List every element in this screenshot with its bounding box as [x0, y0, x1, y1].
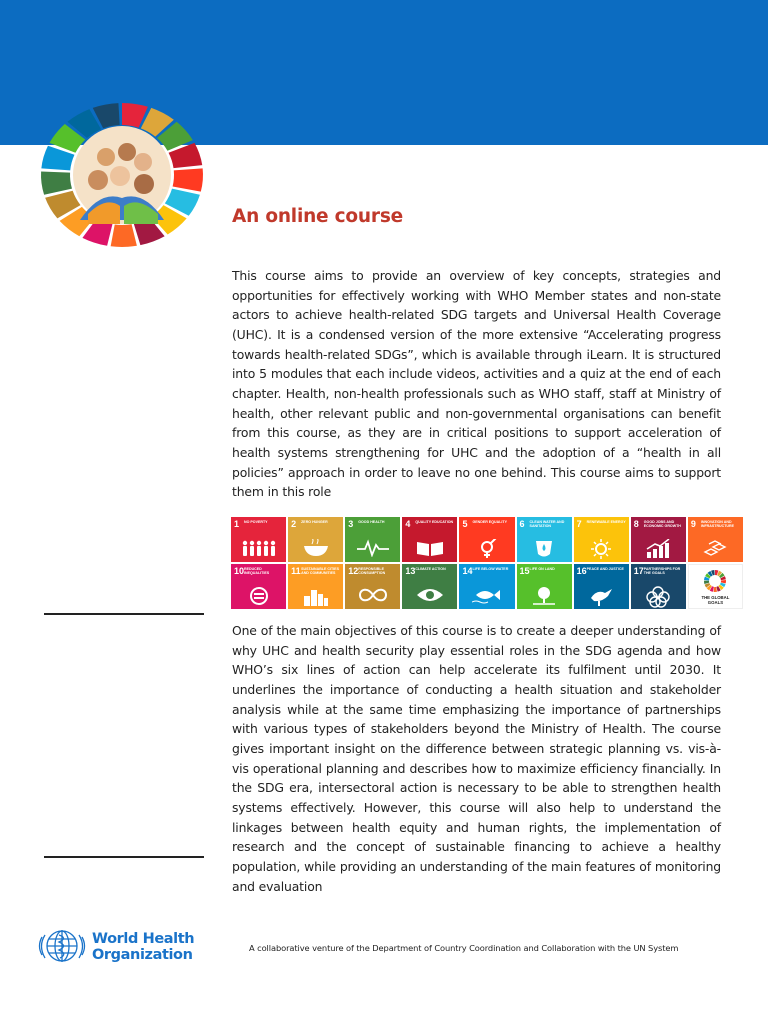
- sdg-label: THE GLOBAL GOALS: [701, 595, 730, 605]
- sdg-label: RESPONSIBLE CONSUMPTION: [358, 567, 386, 575]
- sdg-tile-17: [631, 564, 686, 609]
- who-emblem-icon: [36, 927, 88, 965]
- sdg-label: LIFE ON LAND: [529, 567, 555, 571]
- sdg-tile-5: [459, 517, 514, 562]
- sdg-number: 7: [576, 519, 582, 529]
- sdg-label: ZERO HUNGER: [301, 520, 328, 524]
- sdg-label: RENEWABLE ENERGY: [586, 520, 626, 524]
- sdg-tile-12: [345, 564, 400, 609]
- sdg-number: 6: [519, 519, 525, 529]
- sdg-tile-6: [517, 517, 572, 562]
- wheel-segment: [111, 224, 137, 247]
- sdg-tile-3: [345, 517, 400, 562]
- sdg-tile-global-goals: [688, 564, 743, 609]
- sdg-tile-4: [402, 517, 457, 562]
- sdg-tile-16: [574, 564, 629, 609]
- sdg-label: GOOD JOBS AND ECONOMIC GROWTH: [643, 520, 681, 528]
- sdg-tile-9: [688, 517, 743, 562]
- sdg-label: SUSTAINABLE CITIES AND COMMUNITIES: [301, 567, 339, 575]
- sdg-tile-14: [459, 564, 514, 609]
- sdg-number: 5: [462, 519, 468, 529]
- sdg-label: GENDER EQUALITY: [472, 520, 507, 524]
- sdg-number: 11: [291, 566, 301, 576]
- course-objectives-paragraph: One of the main objectives of this course is to create a deeper understanding of why UHC and health security play essential roles in the SDG agenda and how WHO’s six lines of action can help accelerate its fulfilment until 2030. It underlines the importance of conducting a health situation and stakeholder analysis while at the same time emphasizing the importance of partnerships with various types of stakeholders beyond the Ministry of Health. The course gives important insight on the difference between strategic planning vs. vis-à-vis operational planning and describes how to maximize efficiency financially. In the SDG era, intersectoral action is necessary to be able to strengthen health systems effectively. However, this course will also help to understand the linkages between health equity and human rights, the implementation of research and the concept of sustainable financing to achieve a healthy population, while providing an understanding of the main features of monitoring and evaluation: [232, 623, 721, 894]
- sdg-number: 15: [519, 566, 530, 576]
- sdg-number: 14: [462, 566, 473, 576]
- divider-line: [44, 613, 204, 615]
- sdg-label: NO POVERTY: [244, 520, 268, 524]
- sdg-label: GOOD HEALTH: [358, 520, 385, 524]
- sdg-number: 4: [405, 519, 411, 529]
- sdg-number: 2: [291, 519, 297, 529]
- who-name: World Health Organization: [92, 931, 195, 963]
- wheel-segment: [41, 172, 72, 195]
- sdg-label: PARTNERSHIPS FOR THE GOALS: [643, 567, 681, 575]
- sdg-tile-13: [402, 564, 457, 609]
- sdg-number: 16: [576, 566, 587, 576]
- divider-line: [44, 856, 204, 858]
- sdg-tile-15: [517, 564, 572, 609]
- sdg-goals-grid: [231, 517, 743, 609]
- sdg-tile-11: [288, 564, 343, 609]
- sdg-tile-1: [231, 517, 286, 562]
- sdg-label: CLIMATE ACTION: [415, 567, 446, 571]
- sdg-wheel-photo: [40, 102, 204, 248]
- sdg-number: 10: [234, 566, 245, 576]
- sdg-number: 12: [348, 566, 359, 576]
- sdg-tile-2: [288, 517, 343, 562]
- sdg-label: CLEAN WATER AND SANITATION: [529, 520, 565, 528]
- sdg-label: LIFE BELOW WATER: [472, 567, 509, 571]
- footer-tagline: A collaborative venture of the Department of Country Coordination and Collaboration with the UN System: [249, 943, 679, 953]
- sdg-number: 13: [405, 566, 416, 576]
- sdg-label: REDUCED INEQUALITIES: [244, 567, 270, 575]
- sdg-tile-10: [231, 564, 286, 609]
- course-intro-paragraph: This course aims to provide an overview of key concepts, strategies and opportunities for effectively working with WHO Member states and non-state actors to achieve health-related SDG targets and Universal Health Coverage (UHC). It is a condensed version of the more extensive “Accelerating progress towards health-related SDGs”, which is available through iLearn. It is structured into 5 modules that each include videos, activities and a quiz at the end of each chapter. Health, non-health professionals such as WHO staff, staff at Ministry of health, other relevant public and non-governmental organisations can benefit from this course, as they are in critical positions to support acceleration of health systems strengthening for UHC and the adoption of a “health in all policies” approach in order to leave no one behind. This course aims to support them in this role: [232, 268, 721, 500]
- sdg-number: 1: [234, 519, 240, 529]
- wheel-segment: [173, 168, 203, 191]
- sdg-label: INNOVATION AND INFRASTRUCTURE: [700, 520, 735, 528]
- course-title: An online course: [232, 206, 403, 227]
- sdg-number: 9: [690, 519, 696, 529]
- sdg-number: 8: [633, 519, 639, 529]
- sdg-tile-7: [574, 517, 629, 562]
- sdg-label: PEACE AND JUSTICE: [586, 567, 624, 571]
- sdg-tile-8: [631, 517, 686, 562]
- sdg-number: 17: [633, 566, 644, 576]
- sdg-number: 3: [348, 519, 354, 529]
- sdg-label: QUALITY EDUCATION: [415, 520, 454, 524]
- who-logo: [36, 927, 196, 967]
